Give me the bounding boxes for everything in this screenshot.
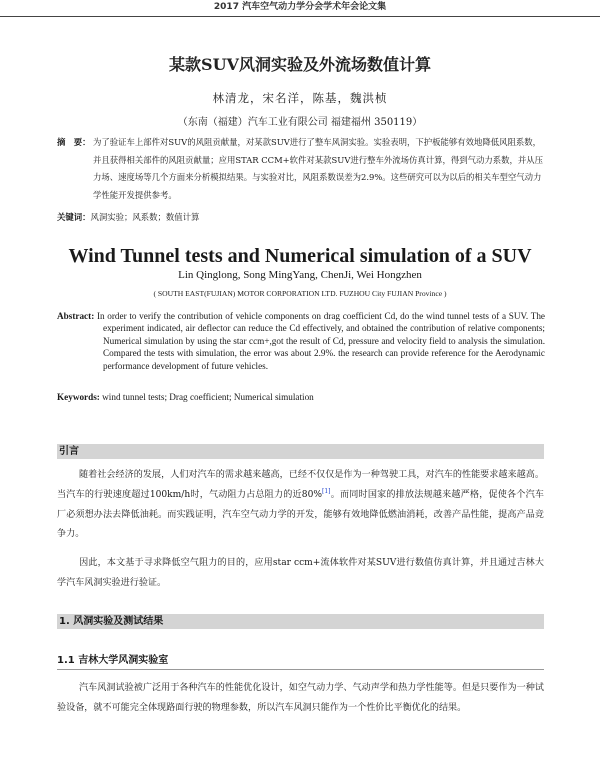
running-header: 2017 汽车空气动力学分会学术年会论文集 xyxy=(0,0,600,17)
section-heading-1: 1. 风洞实验及测试结果 xyxy=(57,614,544,629)
chinese-keywords xyxy=(57,210,547,224)
intro-p2-text: 因此，本文基于寻求降低空气阻力的目的，应用star ccm+流体软件对某SUV进行数值仿真计算，并且通过吉林大学汽车风洞实验进行验证。 xyxy=(57,558,544,588)
chinese-keywords-text: 风洞实验；风系数；数值计算 xyxy=(90,212,200,222)
english-abstract-text: In order to verify the contribution of vehicle components on drag coefficient Cd, do the wind tunnel tests of a SUV. The experiment indicated, air deflector can reduce the Cd effectively, and obtained the contribution of relative components; Numerical simulation by using the star ccm+,got the result of Cd, pressure and velocity field to analysis the simulation. Compared the tests with simulation, the error was about 2.9%. the research can provide reference for the Aerodynamic performance development of future vehicles. xyxy=(96,311,546,371)
intro-paragraph-2 xyxy=(57,554,544,594)
english-abstract-label: Abstract: xyxy=(57,311,95,321)
citation-link[interactable]: [1] xyxy=(322,487,331,495)
subsection-heading-1-1: 1.1 吉林大学风洞实验室 xyxy=(57,651,544,670)
english-abstract xyxy=(57,310,545,372)
english-authors: Lin Qinglong, Song MingYang, ChenJi, Wei Hongzhen xyxy=(178,269,422,281)
english-title: Wind Tunnel tests and Numerical simulation of a SUV xyxy=(68,245,532,267)
english-affiliation: ( SOUTH EAST(FUJIAN) MOTOR CORPORATION LTD. FUZHOU City FUJIAN Province ) xyxy=(153,289,447,298)
intro-p1-text-b: 。而同时国家的排放法规越来越严格，促使各个汽车厂必须想办法去降低油耗。而实践证明，汽车空气动力学的开发，能够有效地降低燃油消耗，改善产品性能，提高产品竞争力。 xyxy=(57,489,544,540)
chinese-abstract-label: 摘 要： xyxy=(57,137,91,147)
english-keywords-text: wind tunnel tests; Drag coefficient; Numerical simulation xyxy=(102,392,314,402)
section1-p1-text: 汽车风洞试验被广泛用于各种汽车的性能优化设计，如空气动力学、气动声学和热力学性能等。但是只要作为一种试验设备，就不可能完全体现路面行驶的物理参数，所以汽车风洞只能作为一个性价比平衡优化的结果。 xyxy=(57,683,544,713)
chinese-affiliation: （东南（福建）汽车工业有限公司 福建福州 350119） xyxy=(177,117,423,128)
intro-p1-text-a: 随着社会经济的发展，人们对汽车的需求越来越高，已经不仅仅是作为一种驾驶工具，对汽车的性能要求越来越高。当汽车的行驶速度超过100km/h时，气动阻力占总阻力的近80% xyxy=(57,470,544,500)
chinese-authors: 林清龙，宋名洋，陈基，魏洪桢 xyxy=(212,91,388,105)
chinese-keywords-label: 关键词： xyxy=(57,212,91,222)
chinese-abstract xyxy=(57,134,547,204)
english-keywords-label: Keywords: xyxy=(57,392,100,402)
chinese-abstract-text: 为了验证车上部件对SUV的风阻贡献量，对某款SUV进行了整车风洞实验。实验表明，下护板能够有效地降低风阻系数，并且获得相关部件的风阻贡献量；应用STAR CCM+软件对某款SUV进行整车外流场仿真计算，得到气动力系数，并从压力场、速度场等几个方面来分析模拟结果。与实验对比，风阻系数误差为2.9%。这些研究可以为以后的相关车型空气动力学性能开发提供参考。 xyxy=(93,137,544,200)
chinese-title: 某款SUV风洞实验及外流场数值计算 xyxy=(169,55,431,74)
english-keywords xyxy=(57,391,545,403)
section1-paragraph-1 xyxy=(57,679,544,719)
intro-paragraph-1 xyxy=(57,466,544,545)
section-heading-intro: 引言 xyxy=(57,444,544,459)
